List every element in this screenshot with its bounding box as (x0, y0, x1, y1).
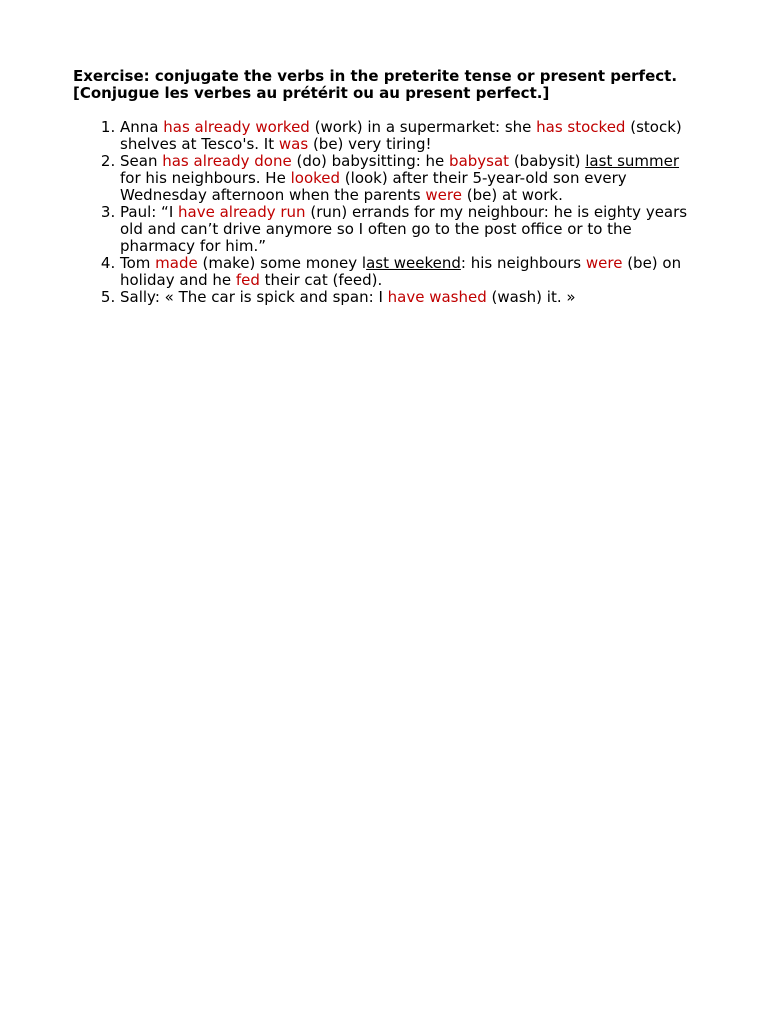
answer-text: were (585, 254, 623, 272)
sentence-text: (be) on holiday and he (120, 254, 682, 289)
sentence-text: (be) at work. (461, 186, 563, 204)
heading-instruction-fr: [Conjugue les verbes au prétérit ou au present perfect.] (73, 84, 550, 102)
answer-text: have already run (178, 203, 306, 221)
sentence-text: Paul: “I (120, 203, 179, 221)
sentence-text: (look) after their 5-year-old son every Wednesday afternoon when the parents (120, 169, 627, 204)
answer-text: made (155, 254, 198, 272)
answer-text: fed (235, 271, 260, 289)
sentence-text: (do) babysitting: he (291, 152, 450, 170)
sentence-text: (wash) it. » (486, 288, 576, 306)
answer-text: has stocked (536, 118, 626, 136)
heading-instruction-en: Exercise: conjugate the verbs in the preterite tense or present perfect. (73, 67, 678, 85)
sentence-text: (make) some money l (197, 254, 367, 272)
answer-text: have washed (387, 288, 487, 306)
sentence-text: for his neighbours. He (120, 169, 291, 187)
list-item (120, 289, 693, 306)
list-item (120, 204, 693, 255)
answer-text: looked (290, 169, 341, 187)
sentence-text: (be) very tiring! (308, 135, 432, 153)
sentence-text: (babysit) (509, 152, 586, 170)
answer-text: babysat (449, 152, 510, 170)
sentence-text: Sally: « The car is spick and span: I (120, 288, 388, 306)
document-page (73, 68, 693, 306)
sentence-text: : his neighbours (460, 254, 586, 272)
answer-text: were (425, 186, 462, 204)
answer-text: has already worked (163, 118, 310, 136)
answer-text: was (278, 135, 309, 153)
sentence-text: their cat (feed). (259, 271, 383, 289)
time-expression: ast weekend (366, 254, 461, 272)
sentence-text: (run) errands for my neighbour: he is eighty years old and can’t drive anymore so I often go to the post office or to the pharmacy for him.” (120, 203, 688, 255)
exercise-list (73, 119, 693, 306)
exercise-heading (73, 68, 693, 102)
sentence-text: (stock) shelves at Tesco's. It (120, 118, 682, 153)
answer-text: has already done (162, 152, 292, 170)
list-item (120, 119, 693, 153)
list-item (120, 255, 693, 289)
sentence-text: Anna (120, 118, 164, 136)
list-item (120, 153, 693, 204)
sentence-text: Tom (120, 254, 156, 272)
time-expression: last summer (585, 152, 680, 170)
sentence-text: (work) in a supermarket: she (309, 118, 537, 136)
sentence-text: Sean (120, 152, 163, 170)
